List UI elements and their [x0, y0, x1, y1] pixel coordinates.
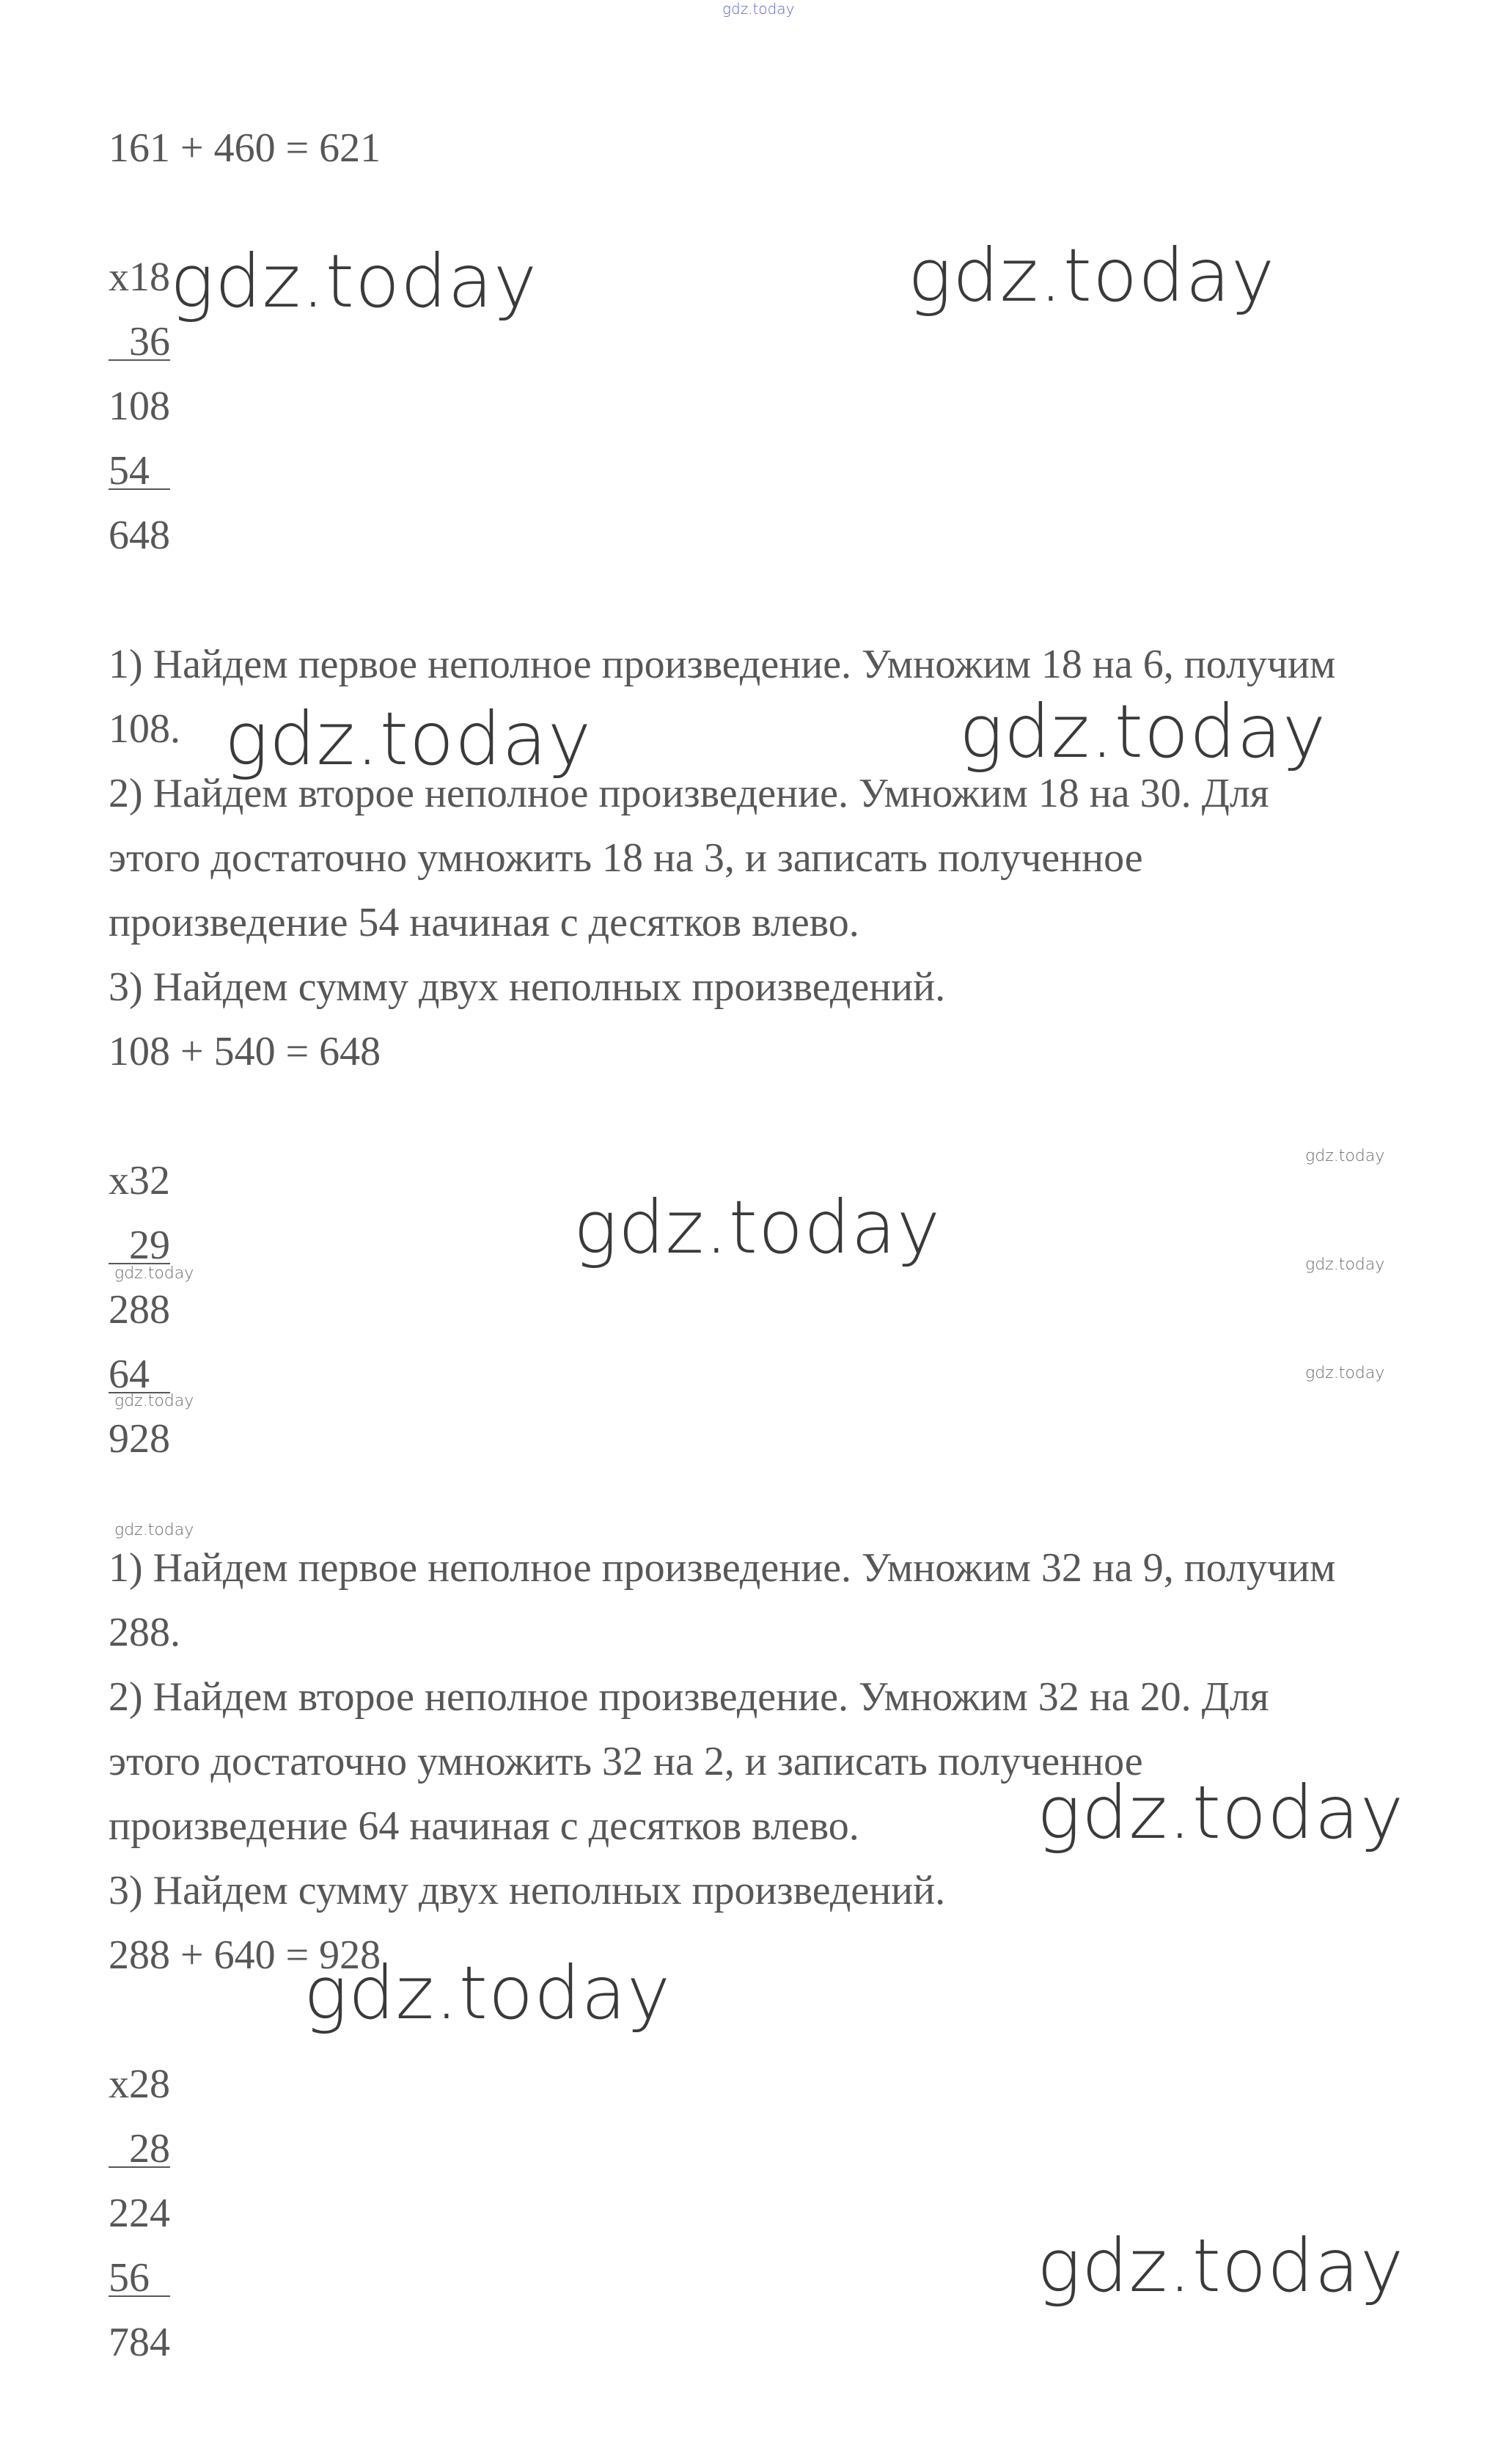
watermark-top: gdz.today	[722, 0, 795, 18]
mult32-result: 928	[109, 1416, 170, 1462]
watermark-large-7: gdz.today	[304, 1950, 672, 2036]
exp32-line-7: 288 + 640 = 928	[109, 1932, 381, 1978]
watermark-small-2: gdz.today	[1305, 1256, 1385, 1274]
mult28-result: 784	[109, 2320, 170, 2365]
watermark-large-4: gdz.today	[959, 689, 1327, 774]
exp32-line-4: этого достаточно умножить 32 на 2, и записать полученное	[109, 1739, 1143, 1784]
watermark-small-3: gdz.today	[1305, 1364, 1385, 1382]
mult18-partial-2: 54	[109, 448, 170, 494]
watermark-small-4: gdz.today	[114, 1264, 194, 1283]
watermark-large-5: gdz.today	[573, 1184, 942, 1270]
exp18-line-5: произведение 54 начиная с десятков влево.	[109, 900, 859, 945]
exp32-line-6: 3) Найдем сумму двух неполных произведений.	[109, 1868, 946, 1913]
exp32-line-1: 1) Найдем первое неполное произведение. Умножим 32 на 9, получим	[109, 1545, 1336, 1591]
mult18-result: 648	[109, 513, 170, 558]
mult32-partial-1: 288	[109, 1287, 170, 1333]
mult18-factor-b: 36	[109, 319, 170, 364]
mult18-partial-1: 108	[109, 384, 170, 429]
mult28-factor-a: x28	[109, 2062, 170, 2107]
mult28-partial-1: 224	[109, 2191, 170, 2236]
watermark-large-6: gdz.today	[1037, 1770, 1405, 1855]
watermark-large-3: gdz.today	[224, 696, 592, 782]
watermark-large-8: gdz.today	[1037, 2223, 1405, 2309]
exp32-line-5: произведение 64 начиная с десятков влево.	[109, 1803, 859, 1849]
exp18-line-3: 2) Найдем второе неполное произведение. Умножим 18 на 30. Для	[109, 771, 1269, 816]
exp18-line-2: 108.	[109, 706, 180, 752]
mult18-factor-a: x18	[109, 254, 170, 300]
mult32-factor-b: 29	[109, 1223, 170, 1268]
exp32-line-2: 288.	[109, 1610, 180, 1655]
exp18-line-6: 3) Найдем сумму двух неполных произведений.	[109, 964, 946, 1010]
mult32-partial-2: 64	[109, 1352, 170, 1397]
mult32-factor-a: x32	[109, 1158, 170, 1203]
mult28-factor-b: 28	[109, 2126, 170, 2172]
watermark-small-1: gdz.today	[1305, 1147, 1385, 1165]
exp18-line-7: 108 + 540 = 648	[109, 1029, 381, 1074]
watermark-small-5: gdz.today	[114, 1392, 194, 1410]
exp18-line-1: 1) Найдем первое неполное произведение. Умножим 18 на 6, получим	[109, 642, 1336, 687]
exp32-line-3: 2) Найдем второе неполное произведение. Умножим 32 на 20. Для	[109, 1674, 1269, 1720]
sum-line-1: 161 + 460 = 621	[109, 125, 381, 171]
watermark-small-6: gdz.today	[114, 1521, 194, 1539]
watermark-large-2: gdz.today	[908, 232, 1276, 318]
exp18-line-4: этого достаточно умножить 18 на 3, и записать полученное	[109, 835, 1143, 881]
mult28-partial-2: 56	[109, 2255, 170, 2301]
watermark-large-1: gdz.today	[170, 238, 538, 324]
